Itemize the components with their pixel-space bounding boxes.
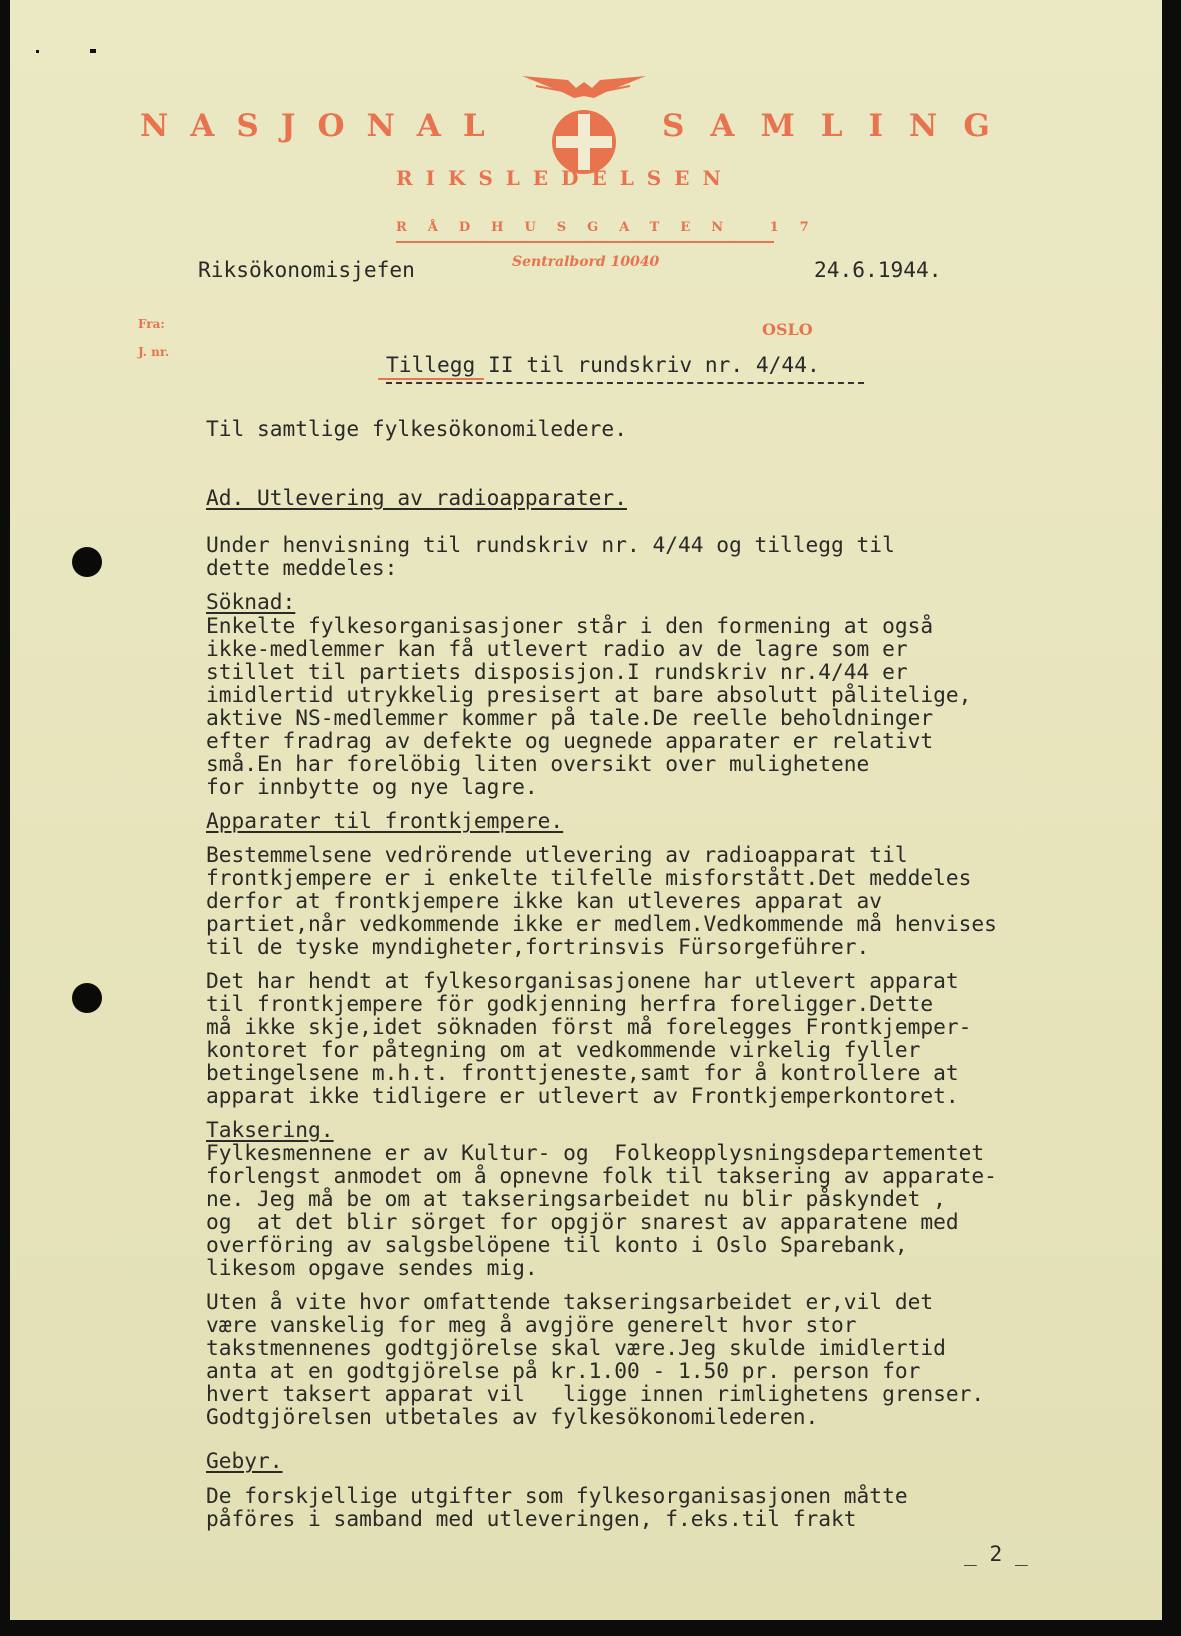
page-number: _ 2 _ bbox=[964, 1541, 1028, 1566]
body-line: Bestemmelsene vedrörende utlevering av radioapparat til bbox=[206, 842, 908, 867]
eagle-sun-cross-icon bbox=[520, 70, 650, 180]
journal-label: J. nr. bbox=[138, 345, 170, 359]
intro-line: Under henvisning til rundskriv nr. 4/44 og tillegg til bbox=[206, 532, 895, 557]
letterhead-left-word: NASJONAL bbox=[140, 108, 507, 144]
section-heading-frontkjempere: Apparater til frontkjempere. bbox=[206, 808, 564, 833]
body-line: forlengst anmodet om å opnevne folk til taksering av apparate- bbox=[206, 1163, 997, 1188]
corner-mark bbox=[36, 50, 39, 53]
body-line: partiet,når vedkommende ikke er medlem.Vedkommende må henvises bbox=[206, 911, 997, 936]
section-heading-soknad: Söknad: bbox=[206, 589, 296, 614]
body-line: må ikke skje,idet söknaden först må forelegges Frontkjemper- bbox=[206, 1014, 972, 1039]
body-line: takstmennenes godtgjörelse skal være.Jeg skulde imidlertid bbox=[206, 1335, 946, 1360]
body-line: De forskjellige utgifter som fylkesorganisasjonen måtte bbox=[206, 1483, 908, 1508]
intro-line: dette meddeles: bbox=[206, 555, 398, 580]
body-line: Uten å vite hvor omfattende takseringsarbeidet er,vil det bbox=[206, 1289, 934, 1314]
body-line: være vanskelig for meg å avgjöre generelt hvor stor bbox=[206, 1312, 857, 1337]
sender: Riksökonomisjefen bbox=[198, 257, 415, 282]
corner-mark bbox=[90, 49, 96, 53]
circular-title: Tillegg II til rundskriv nr. 4/44. bbox=[386, 352, 820, 377]
body-line: stillet til partiets disposisjon.I rundskriv nr.4/44 er bbox=[206, 659, 908, 684]
body-line: derfor at frontkjempere ikke kan utleveres apparat av bbox=[206, 888, 883, 913]
title-dashed-underline bbox=[386, 382, 864, 384]
body-line: kontoret for påtegning om at vedkommende virkelig fyller bbox=[206, 1037, 921, 1062]
punch-hole-top bbox=[72, 547, 102, 577]
letterhead-right-word: SAMLING bbox=[662, 108, 1016, 144]
letterhead-division: RIKSLEDELSEN bbox=[396, 166, 734, 190]
body-line: ne. Jeg må be om at takseringsarbeidet nu blir påskyndet , bbox=[206, 1186, 946, 1211]
body-line: ikke-medlemmer kan få utlevert radio av de lagre som er bbox=[206, 636, 908, 661]
body-line: overföring av salgsbelöpene til konto i Oslo Sparebank, bbox=[206, 1232, 908, 1257]
body-line: og at det blir sörget for opgjör snarest av apparatene med bbox=[206, 1209, 959, 1234]
body-line: imidlertid utrykkelig presisert at bare absolutt pålitelige, bbox=[206, 682, 972, 707]
body-line: Det har hendt at fylkesorganisasjonene har utlevert apparat bbox=[206, 968, 959, 993]
letterhead-city: OSLO bbox=[762, 320, 813, 339]
body-line: for innbytte og nye lagre. bbox=[206, 774, 538, 799]
letter-date: 24.6.1944. bbox=[814, 257, 942, 282]
body-line: hvert taksert apparat vil ligge innen rimlighetens grenser. bbox=[206, 1381, 985, 1406]
address-rule bbox=[396, 241, 774, 243]
body-line: efter fradrag av defekte og uegnede apparater er relativt bbox=[206, 728, 934, 753]
body-line: til de tyske myndigheter,fortrinsvis Fürsorgeführer. bbox=[206, 934, 870, 959]
body-line: Fylkesmennene er av Kultur- og Folkeopplysningsdepartementet bbox=[206, 1140, 985, 1165]
letterhead-address: RÅDHUSGATEN 17 bbox=[396, 220, 830, 235]
section-heading-gebyr: Gebyr. bbox=[206, 1448, 283, 1473]
subject-heading: Ad. Utlevering av radioapparater. bbox=[206, 485, 627, 510]
body-line: små.En har forelöbig liten oversikt over mulighetene bbox=[206, 751, 870, 776]
title-red-underline bbox=[378, 378, 484, 380]
body-line: frontkjempere er i enkelte tilfelle misforstått.Det meddeles bbox=[206, 865, 972, 890]
body-line: til frontkjempere för godkjenning herfra foreligger.Dette bbox=[206, 991, 934, 1016]
body-line: påföres i samband med utleveringen, f.eks.til frakt bbox=[206, 1506, 857, 1531]
body-line: aktive NS-medlemmer kommer på tale.De reelle beholdninger bbox=[206, 705, 934, 730]
body-line: anta at en godtgjörelse på kr.1.00 - 1.50 pr. person for bbox=[206, 1358, 921, 1383]
section-heading-taksering: Taksering. bbox=[206, 1117, 334, 1142]
punch-hole-bottom bbox=[72, 983, 102, 1013]
document-page bbox=[10, 0, 1162, 1620]
recipient-line: Til samtlige fylkesökonomiledere. bbox=[206, 416, 627, 441]
body-line: likesom opgave sendes mig. bbox=[206, 1255, 538, 1280]
body-line: Godtgjörelsen utbetales av fylkesökonomilederen. bbox=[206, 1404, 819, 1429]
body-line: Enkelte fylkesorganisasjoner står i den formening at også bbox=[206, 613, 934, 638]
letterhead-phone: Sentralbord 10040 bbox=[512, 254, 660, 270]
body-line: betingelsene m.h.t. fronttjeneste,samt for å kontrollere at bbox=[206, 1060, 959, 1085]
body-line: apparat ikke tidligere er utlevert av Frontkjemperkontoret. bbox=[206, 1083, 959, 1108]
from-label: Fra: bbox=[138, 317, 165, 331]
